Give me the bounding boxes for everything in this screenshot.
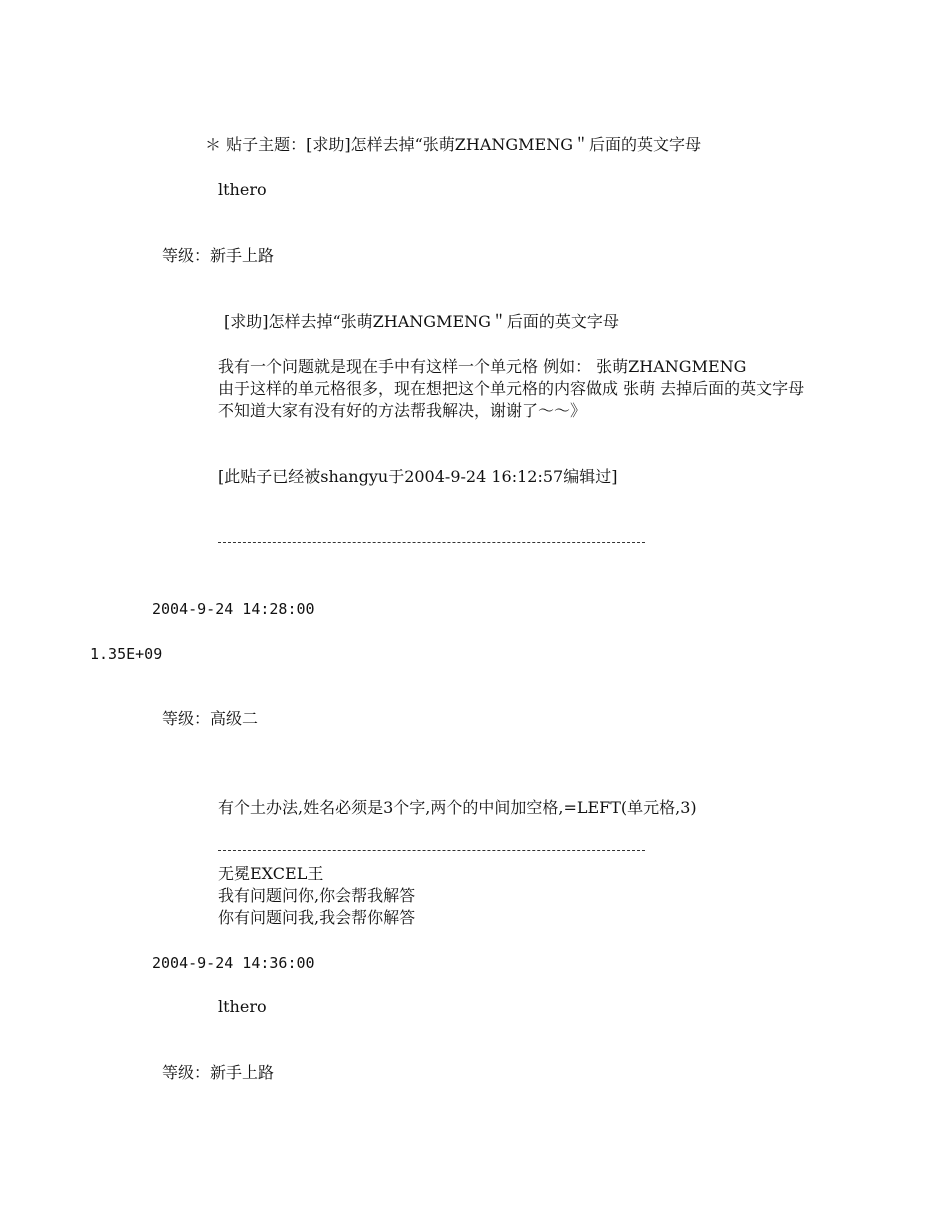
post-timestamp: 2004-9-24 14:28:00 — [152, 600, 315, 618]
thread-subject: ＊ 贴子主题：[求助]怎样去掉“张萌ZHANGMENG＂后面的英文字母 — [205, 135, 702, 154]
signature-line: 你有问题问我,我会帮你解答 — [218, 908, 416, 927]
signature-divider — [218, 850, 645, 851]
author-level: 等级：新手上路 — [162, 246, 275, 265]
post-body-line: 我有一个问题就是现在手中有这样一个单元格 例如： 张萌ZHANGMENG — [218, 357, 747, 376]
signature-line: 无冕EXCEL王 — [218, 864, 324, 883]
author-level: 等级：新手上路 — [162, 1063, 275, 1082]
post-author[interactable]: 1.35E+09 — [90, 645, 163, 663]
post-author[interactable]: lthero — [218, 180, 267, 199]
post-timestamp: 2004-9-24 14:36:00 — [152, 954, 315, 972]
post-body — [218, 356, 840, 422]
author-level: 等级：高级二 — [162, 709, 259, 728]
post-title: [求助]怎样去掉“张萌ZHANGMENG＂后面的英文字母 — [224, 312, 619, 331]
edit-note: [此贴子已经被shangyu于2004-9-24 16:12:57编辑过] — [218, 467, 618, 486]
post-body-line: 不知道大家有没有好的方法帮我解决，谢谢了～～》 — [218, 401, 587, 420]
post-author[interactable]: lthero — [218, 997, 267, 1016]
post-body-line: 由于这样的单元格很多，现在想把这个单元格的内容做成 张萌 去掉后面的英文字母 — [218, 379, 805, 398]
signature — [218, 863, 415, 929]
signature-divider — [218, 542, 645, 543]
signature-line: 我有问题问你,你会帮我解答 — [218, 886, 416, 905]
post-body: 有个土办法,姓名必须是3个字,两个的中间加空格,=LEFT(单元格,3) — [218, 798, 697, 817]
